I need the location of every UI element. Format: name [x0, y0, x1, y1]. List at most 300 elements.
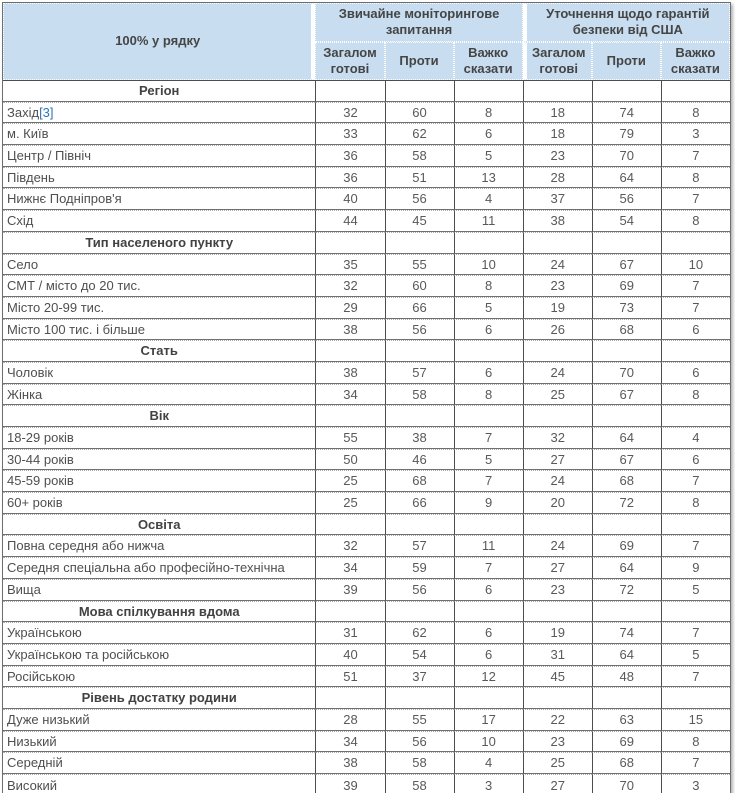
- subheader-hardtosay-1: Важко сказати: [454, 42, 523, 81]
- subheader-ready-1: Загалом готові: [315, 42, 384, 81]
- value-cell: 45: [523, 666, 592, 688]
- value-cell: 20: [523, 492, 592, 514]
- value-cell: 3: [661, 123, 730, 145]
- row-label: 18-29 років: [7, 430, 74, 446]
- value-cell: 4: [454, 188, 523, 210]
- data-row: [3, 319, 730, 341]
- data-row: [3, 362, 730, 384]
- empty-cell: [523, 514, 592, 536]
- data-row: [3, 188, 730, 210]
- empty-cell: [661, 232, 730, 254]
- value-cell: 7: [661, 145, 730, 167]
- value-cell: 55: [385, 254, 454, 276]
- value-cell: 79: [592, 123, 661, 145]
- data-row: [3, 102, 730, 124]
- value-cell: 59: [385, 557, 454, 579]
- value-cell: 8: [454, 384, 523, 406]
- row-label: Місто 20-99 тис.: [7, 299, 105, 315]
- data-row: [3, 492, 730, 514]
- value-cell: 6: [454, 319, 523, 341]
- value-cell: 8: [661, 731, 730, 753]
- value-cell: 68: [385, 470, 454, 492]
- value-cell: 25: [315, 470, 384, 492]
- row-label-cell: [3, 319, 315, 341]
- value-cell: 4: [454, 752, 523, 774]
- empty-cell: [523, 687, 592, 709]
- data-row: [3, 275, 730, 297]
- value-cell: 4: [661, 427, 730, 449]
- section-row: [3, 80, 730, 102]
- value-cell: 8: [661, 210, 730, 232]
- section-row: [3, 687, 730, 709]
- value-cell: 6: [454, 579, 523, 601]
- value-cell: 36: [315, 145, 384, 167]
- value-cell: 24: [523, 470, 592, 492]
- empty-cell: [592, 601, 661, 623]
- value-cell: 67: [592, 449, 661, 471]
- empty-cell: [592, 405, 661, 427]
- value-cell: 67: [592, 384, 661, 406]
- value-cell: 24: [523, 254, 592, 276]
- value-cell: 58: [385, 145, 454, 167]
- empty-cell: [523, 601, 592, 623]
- value-cell: 48: [592, 666, 661, 688]
- value-cell: 40: [315, 188, 384, 210]
- crosstab-table: [2, 2, 731, 793]
- value-cell: 3: [454, 774, 523, 793]
- empty-cell: [661, 687, 730, 709]
- value-cell: 57: [385, 535, 454, 557]
- row-label: Центр / Північ: [7, 148, 92, 164]
- value-cell: 60: [385, 275, 454, 297]
- row-label: Українською та російською: [7, 646, 170, 662]
- row-label: м. Київ: [7, 126, 49, 142]
- value-cell: 38: [523, 210, 592, 232]
- row-label: Українською: [7, 625, 82, 641]
- row-label: Російською: [7, 668, 76, 684]
- data-row: [3, 709, 730, 731]
- value-cell: 10: [661, 254, 730, 276]
- data-row: [3, 210, 730, 232]
- empty-cell: [385, 514, 454, 536]
- empty-cell: [592, 687, 661, 709]
- row-label: Дуже низький: [7, 711, 90, 727]
- subheader-against-1: Проти: [385, 42, 454, 81]
- header-group-row: [3, 3, 730, 42]
- value-cell: 51: [315, 666, 384, 688]
- value-cell: 70: [592, 145, 661, 167]
- empty-cell: [661, 514, 730, 536]
- value-cell: 32: [523, 427, 592, 449]
- value-cell: 5: [454, 449, 523, 471]
- value-cell: 46: [385, 449, 454, 471]
- value-cell: 10: [454, 731, 523, 753]
- row-label-cell: [3, 535, 315, 557]
- empty-cell: [385, 232, 454, 254]
- value-cell: 34: [315, 731, 384, 753]
- value-cell: 23: [523, 145, 592, 167]
- row-label-cell: [3, 644, 315, 666]
- section-row: [3, 601, 730, 623]
- value-cell: 34: [315, 557, 384, 579]
- data-row: [3, 427, 730, 449]
- empty-cell: [315, 514, 384, 536]
- value-cell: 56: [385, 319, 454, 341]
- row-label-cell: [3, 275, 315, 297]
- value-cell: 7: [454, 470, 523, 492]
- empty-cell: [454, 514, 523, 536]
- value-cell: 54: [385, 644, 454, 666]
- empty-cell: [592, 232, 661, 254]
- section-row: [3, 340, 730, 362]
- row-label: Вища: [7, 581, 41, 597]
- data-row: [3, 644, 730, 666]
- empty-cell: [315, 405, 384, 427]
- row-label: Південь: [7, 169, 55, 185]
- value-cell: 58: [385, 752, 454, 774]
- value-cell: 31: [315, 622, 384, 644]
- value-cell: 5: [454, 145, 523, 167]
- empty-cell: [385, 340, 454, 362]
- row-label-cell: [3, 449, 315, 471]
- data-row: [3, 731, 730, 753]
- value-cell: 19: [523, 622, 592, 644]
- value-cell: 19: [523, 297, 592, 319]
- value-cell: 31: [523, 644, 592, 666]
- value-cell: 64: [592, 167, 661, 189]
- row-label-cell: [3, 167, 315, 189]
- value-cell: 32: [315, 275, 384, 297]
- value-cell: 50: [315, 449, 384, 471]
- empty-cell: [592, 340, 661, 362]
- row-label-cell: [3, 145, 315, 167]
- value-cell: 8: [454, 275, 523, 297]
- group-header-usa-guarantees: Уточнення щодо гарантій безпеки від США: [523, 3, 730, 42]
- value-cell: 69: [592, 731, 661, 753]
- value-cell: 23: [523, 731, 592, 753]
- value-cell: 37: [385, 666, 454, 688]
- row-label: 30-44 років: [7, 451, 74, 467]
- row-label: Середній: [7, 755, 63, 771]
- value-cell: 64: [592, 557, 661, 579]
- empty-cell: [385, 80, 454, 102]
- corner-header: 100% у рядку: [3, 3, 315, 80]
- row-label-cell: [3, 188, 315, 210]
- row-label-cell: [3, 210, 315, 232]
- value-cell: 8: [661, 384, 730, 406]
- value-cell: 6: [454, 362, 523, 384]
- empty-cell: [661, 601, 730, 623]
- row-label: Повна середня або нижча: [7, 538, 165, 554]
- section-row: [3, 232, 730, 254]
- value-cell: 38: [385, 427, 454, 449]
- value-cell: 7: [661, 470, 730, 492]
- value-cell: 6: [454, 644, 523, 666]
- value-cell: 54: [592, 210, 661, 232]
- value-cell: 23: [523, 275, 592, 297]
- row-label-cell: [3, 579, 315, 601]
- section-title: Тип населеного пункту: [3, 232, 315, 254]
- value-cell: 25: [315, 492, 384, 514]
- row-label-cell: [3, 297, 315, 319]
- empty-cell: [315, 601, 384, 623]
- empty-cell: [454, 687, 523, 709]
- value-cell: 68: [592, 319, 661, 341]
- value-cell: 64: [592, 644, 661, 666]
- value-cell: 27: [523, 557, 592, 579]
- value-cell: 55: [385, 709, 454, 731]
- value-cell: 28: [523, 167, 592, 189]
- value-cell: 38: [315, 319, 384, 341]
- value-cell: 5: [661, 644, 730, 666]
- empty-cell: [385, 687, 454, 709]
- value-cell: 63: [592, 709, 661, 731]
- value-cell: 70: [592, 774, 661, 793]
- value-cell: 38: [315, 362, 384, 384]
- row-label-cell: [3, 470, 315, 492]
- value-cell: 72: [592, 579, 661, 601]
- empty-cell: [523, 80, 592, 102]
- value-cell: 7: [454, 427, 523, 449]
- data-row: [3, 145, 730, 167]
- value-cell: 64: [592, 427, 661, 449]
- value-cell: 68: [592, 470, 661, 492]
- value-cell: 7: [661, 752, 730, 774]
- empty-cell: [661, 340, 730, 362]
- row-label: Низький: [7, 733, 57, 749]
- row-label: Село: [7, 256, 39, 272]
- subheader-ready-2: Загалом готові: [523, 42, 592, 81]
- value-cell: 7: [661, 297, 730, 319]
- data-row: [3, 535, 730, 557]
- row-label: Високий: [7, 777, 58, 793]
- row-label-cell: [3, 492, 315, 514]
- row-label-cell: [3, 709, 315, 731]
- empty-cell: [315, 340, 384, 362]
- row-label: Жінка: [7, 386, 43, 402]
- section-title: Рівень достатку родини: [3, 687, 315, 709]
- row-label-cell: [3, 666, 315, 688]
- value-cell: 39: [315, 579, 384, 601]
- row-label: Місто 100 тис. і більше: [7, 321, 145, 337]
- empty-cell: [385, 601, 454, 623]
- row-label: 60+ років: [7, 495, 63, 511]
- empty-cell: [592, 80, 661, 102]
- row-label: Середня спеціальна або професійно-технічна: [7, 560, 285, 576]
- data-row: [3, 752, 730, 774]
- row-label-cell: [3, 123, 315, 145]
- data-row: [3, 774, 730, 793]
- value-cell: 25: [523, 752, 592, 774]
- value-cell: 39: [315, 774, 384, 793]
- value-cell: 10: [454, 254, 523, 276]
- data-row: [3, 123, 730, 145]
- data-row: [3, 449, 730, 471]
- data-row: [3, 557, 730, 579]
- data-row: [3, 579, 730, 601]
- value-cell: 62: [385, 123, 454, 145]
- data-row: [3, 167, 730, 189]
- value-cell: 8: [661, 492, 730, 514]
- empty-cell: [523, 232, 592, 254]
- value-cell: 23: [523, 579, 592, 601]
- value-cell: 18: [523, 123, 592, 145]
- row-label-cell: [3, 622, 315, 644]
- empty-cell: [661, 405, 730, 427]
- value-cell: 7: [661, 188, 730, 210]
- data-row: [3, 384, 730, 406]
- value-cell: 15: [661, 709, 730, 731]
- empty-cell: [661, 80, 730, 102]
- footnote-link[interactable]: [3]: [39, 104, 54, 120]
- empty-cell: [385, 405, 454, 427]
- value-cell: 25: [523, 384, 592, 406]
- value-cell: 8: [454, 102, 523, 124]
- value-cell: 5: [661, 579, 730, 601]
- value-cell: 7: [454, 557, 523, 579]
- value-cell: 8: [661, 167, 730, 189]
- value-cell: 6: [454, 622, 523, 644]
- value-cell: 27: [523, 774, 592, 793]
- section-title: Регіон: [3, 80, 315, 102]
- value-cell: 29: [315, 297, 384, 319]
- value-cell: 73: [592, 297, 661, 319]
- row-label: Схід: [7, 213, 34, 229]
- empty-cell: [523, 405, 592, 427]
- value-cell: 5: [454, 297, 523, 319]
- row-label-cell: [3, 362, 315, 384]
- value-cell: 57: [385, 362, 454, 384]
- value-cell: 3: [661, 774, 730, 793]
- subheader-hardtosay-2: Важко сказати: [661, 42, 730, 81]
- subheader-against-2: Проти: [592, 42, 661, 81]
- value-cell: 8: [661, 102, 730, 124]
- empty-cell: [315, 232, 384, 254]
- value-cell: 26: [523, 319, 592, 341]
- value-cell: 24: [523, 362, 592, 384]
- table-header: [3, 3, 730, 80]
- group-header-monitoring: Звичайне моніторингове запитання: [315, 3, 522, 42]
- empty-cell: [454, 340, 523, 362]
- value-cell: 69: [592, 275, 661, 297]
- section-row: [3, 405, 730, 427]
- value-cell: 11: [454, 210, 523, 232]
- data-row: [3, 470, 730, 492]
- value-cell: 55: [315, 427, 384, 449]
- section-title: Мова спілкування вдома: [3, 601, 315, 623]
- data-row: [3, 297, 730, 319]
- row-label-cell: [3, 254, 315, 276]
- section-row: [3, 514, 730, 536]
- value-cell: 12: [454, 666, 523, 688]
- value-cell: 27: [523, 449, 592, 471]
- empty-cell: [454, 601, 523, 623]
- value-cell: 40: [315, 644, 384, 666]
- value-cell: 56: [385, 579, 454, 601]
- value-cell: 45: [385, 210, 454, 232]
- value-cell: 66: [385, 492, 454, 514]
- value-cell: 7: [661, 275, 730, 297]
- value-cell: 6: [661, 449, 730, 471]
- value-cell: 7: [661, 666, 730, 688]
- value-cell: 9: [661, 557, 730, 579]
- section-title: Освіта: [3, 514, 315, 536]
- value-cell: 62: [385, 622, 454, 644]
- value-cell: 6: [454, 123, 523, 145]
- value-cell: 60: [385, 102, 454, 124]
- value-cell: 6: [661, 362, 730, 384]
- empty-cell: [454, 232, 523, 254]
- value-cell: 32: [315, 102, 384, 124]
- value-cell: 18: [523, 102, 592, 124]
- empty-cell: [315, 687, 384, 709]
- value-cell: 56: [592, 188, 661, 210]
- value-cell: 32: [315, 535, 384, 557]
- value-cell: 70: [592, 362, 661, 384]
- section-title: Вік: [3, 405, 315, 427]
- row-label-cell: [3, 774, 315, 793]
- value-cell: 56: [385, 731, 454, 753]
- value-cell: 68: [592, 752, 661, 774]
- data-row: [3, 622, 730, 644]
- value-cell: 11: [454, 535, 523, 557]
- value-cell: 72: [592, 492, 661, 514]
- empty-cell: [454, 80, 523, 102]
- empty-cell: [454, 405, 523, 427]
- value-cell: 17: [454, 709, 523, 731]
- value-cell: 66: [385, 297, 454, 319]
- value-cell: 7: [661, 622, 730, 644]
- row-label: Чоловік: [7, 364, 54, 380]
- value-cell: 74: [592, 102, 661, 124]
- value-cell: 51: [385, 167, 454, 189]
- empty-cell: [315, 80, 384, 102]
- row-label-cell: [3, 752, 315, 774]
- value-cell: 33: [315, 123, 384, 145]
- value-cell: 6: [661, 319, 730, 341]
- value-cell: 34: [315, 384, 384, 406]
- value-cell: 35: [315, 254, 384, 276]
- row-label-cell: [3, 384, 315, 406]
- value-cell: 13: [454, 167, 523, 189]
- value-cell: 9: [454, 492, 523, 514]
- empty-cell: [523, 340, 592, 362]
- row-label: Захід: [7, 104, 40, 120]
- value-cell: 56: [385, 188, 454, 210]
- row-label-cell: [3, 102, 315, 124]
- value-cell: 37: [523, 188, 592, 210]
- row-label: Нижнє Подніпров'я: [7, 191, 122, 207]
- row-label-cell: [3, 427, 315, 449]
- section-title: Стать: [3, 340, 315, 362]
- value-cell: 67: [592, 254, 661, 276]
- row-label-cell: [3, 557, 315, 579]
- empty-cell: [592, 514, 661, 536]
- row-label: 45-59 років: [7, 473, 74, 489]
- value-cell: 69: [592, 535, 661, 557]
- value-cell: 74: [592, 622, 661, 644]
- data-row: [3, 666, 730, 688]
- value-cell: 58: [385, 384, 454, 406]
- value-cell: 22: [523, 709, 592, 731]
- value-cell: 7: [661, 535, 730, 557]
- row-label: СМТ / місто до 20 тис.: [7, 278, 141, 294]
- row-label-cell: [3, 731, 315, 753]
- value-cell: 44: [315, 210, 384, 232]
- value-cell: 24: [523, 535, 592, 557]
- table-body: [3, 80, 730, 793]
- value-cell: 28: [315, 709, 384, 731]
